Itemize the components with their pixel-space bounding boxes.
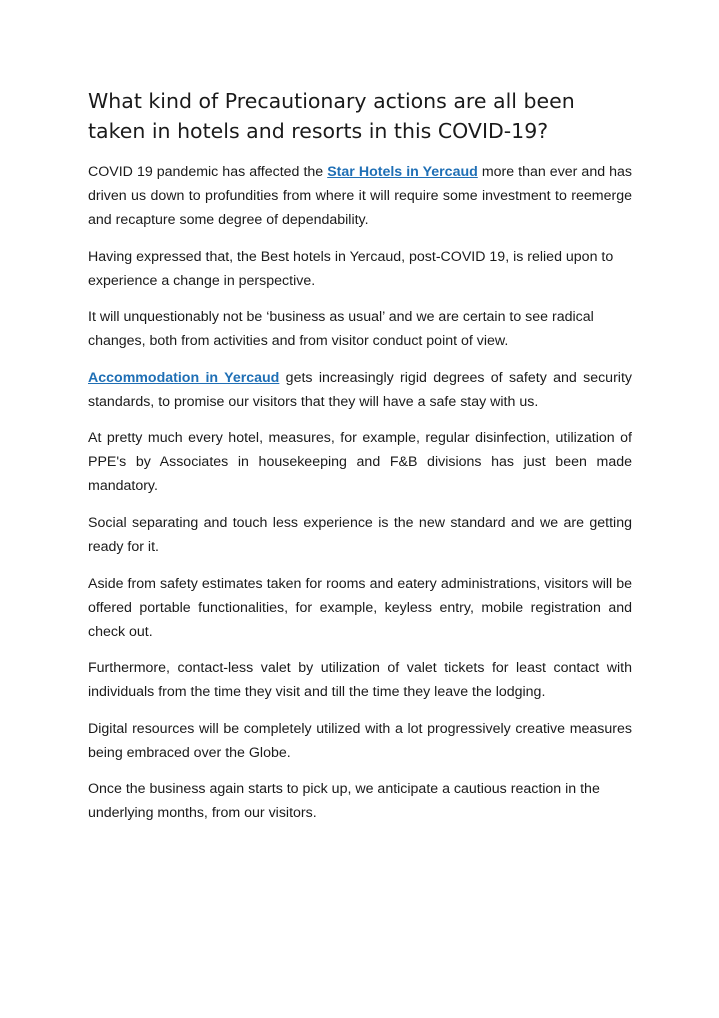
paragraph-9: Digital resources will be completely utilized with a lot progressively creative measures being embraced over the Globe. [88,720,632,761]
star-hotels-link[interactable]: Star Hotels in Yercaud [327,164,478,180]
paragraph-10: Once the business again starts to pick up, we anticipate a cautious reaction in the underlying months, from our visitors. [88,781,600,822]
accommodation-link[interactable]: Accommodation in Yercaud [88,369,280,386]
paragraph-3: It will unquestionably not be ‘business as usual’ and we are certain to see radical changes, both from activities and from visitor conduct point of view. [88,309,594,350]
paragraph-7: Aside from safety estimates taken for rooms and eatery administrations, visitors will be offered portable functionalities, for example, keyless entry, mobile registration and check out. [88,575,632,640]
paragraph-5: At pretty much every hotel, measures, for example, regular disinfection, utilization of PPE's by Associates in housekeeping and F&B divisions has just been made mandatory. [88,430,632,495]
paragraph-2: Having expressed that, the Best hotels in Yercaud, post-COVID 19, is relied upon to experience a change in perspective. [88,248,614,289]
paragraph-4 [88,366,632,414]
paragraph-1-text-before: COVID 19 pandemic has affected the [88,164,328,180]
paragraph-6: Social separating and touch less experience is the new standard and we are getting ready for it. [88,514,632,555]
document-body [88,86,632,838]
document-title: What kind of Precautionary actions are all been taken in hotels and resorts in this COVID-19? [88,89,575,143]
paragraph-1-text-after: more than ever and has driven us down to profundities from where it will require some investment to reemerge and recapture some degree of dependability. [88,164,633,228]
paragraph-8: Furthermore, contact-less valet by utilization of valet tickets for least contact with individuals from the time they visit and till the time they leave the lodging. [88,660,632,701]
paragraph-1 [88,160,632,232]
paragraph-4-text-after: gets increasingly rigid degrees of safety and security standards, to promise our visitors that they will have a safe stay with us. [88,369,632,410]
